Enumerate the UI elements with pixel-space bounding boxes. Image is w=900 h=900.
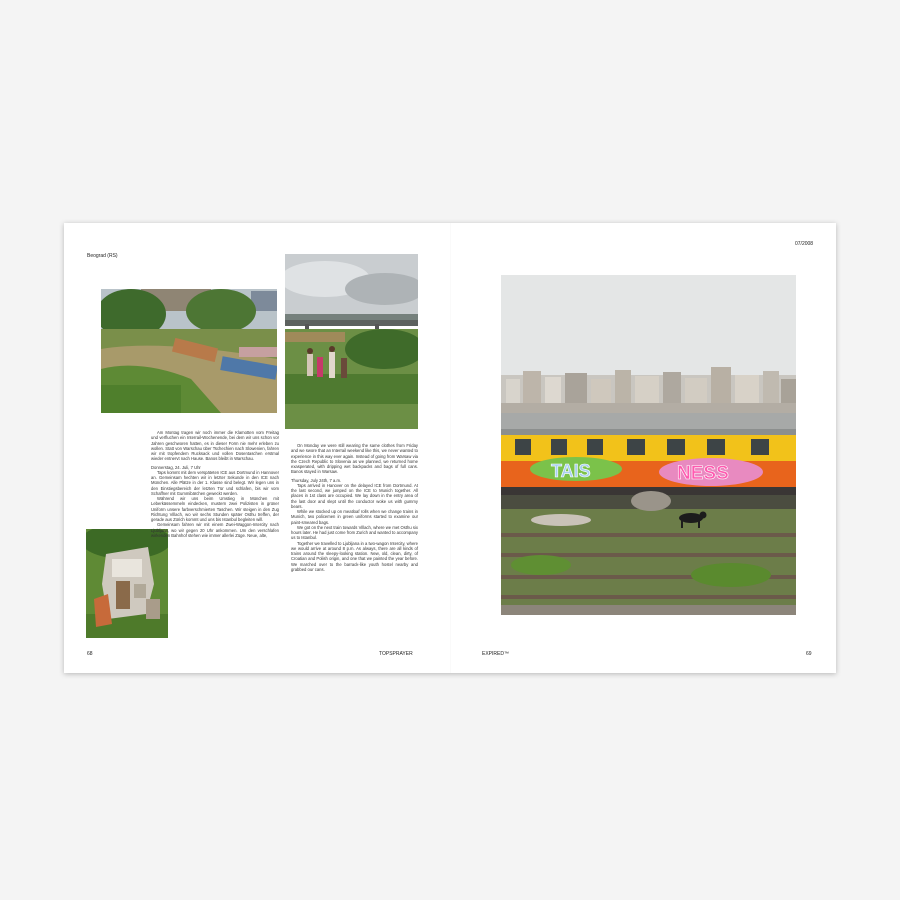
german-paragraph: Taps kommt mit dem verspäteten ICE aus Dortmund in Hannover an. Gemeinsam hechten wir in letzter Sekunde in den ICE nach München. Alle Plätze in der 1. Klasse sind belegt. Wir legen uns in den Einstiegsbereich der letzten Tür und schlafen, bis wir vom Schaffner mit Gummibärchen geweckt werden. [151, 469, 279, 496]
german-paragraph: Während wir uns beim Umstieg in München mit Leberkässemmeln eindecken, mustern zwei Polizisten in grüner Uniform unsere farbverschmierten Taschen. Wir steigen in den Zug Richtung Villach, wo wir sechs Stunden später Osthu treffen, der gerade aus Zürich kommt und uns bis Istanbul begleiten will. [151, 496, 279, 522]
center-gutter [450, 223, 451, 673]
magazine-spread [64, 223, 836, 673]
german-date-heading: Donnerstag, 24. Juli, 7 Uhr [151, 464, 201, 470]
graffiti-piece-left: TAIS [551, 461, 591, 481]
german-paragraph: Am Montag tragen wir noch immer die Klamotten vom Freitag und verfluchen ein Interrail-Wochenende, bei dem wir uns schon vor Jahren geschworen hatten, es in dieser Form nie mehr erleben zu wollen. Statt von Warschau über Tschechien nach Slowenien, fahren wir mit tropfendem Rucksack und vollen Dosentaschen erstmal wieder entnervt nach Hause. Banos bleibt in Warschau. [151, 430, 279, 462]
photo-overpass-people [285, 254, 418, 429]
location-label: Beograd (RS) [87, 253, 118, 259]
right-footer-title: EXPIRED™ [482, 651, 509, 657]
right-page-number: 69 [806, 651, 812, 657]
german-text-column [151, 430, 279, 538]
photo-shack [86, 529, 168, 638]
issue-date: 07/2008 [795, 241, 814, 247]
left-footer-title: TOPSPRAYER [379, 651, 413, 657]
english-paragraph: Together we travelled to Ljubljana in a two-wagon Intercity, where we would arrive at around 8 p.m. As always, there are all kinds of trains around the sleepy-looking station. New, old, clean, dirty, of Croatian and Polish origin, and one that we painted the year before. We marched over to the barrack-like youth hostel nearby and grabbed our cans. [291, 540, 418, 572]
english-paragraph: On Monday we were still wearing the same clothes from Friday and we swore that an Interrail weekend like this, we never wanted to experience in this way ever again. Instead of going from Warsaw via the Czech Republic to Slovenia as we planned, we returned home exasperated, with dripping wet backpacks and bags of full cans. Banos stayed in Warsaw. [291, 443, 418, 475]
english-text-column [291, 443, 418, 572]
left-page-number: 68 [87, 651, 93, 657]
english-date-heading: Thursday, July 24th, 7 a.m. [291, 477, 342, 483]
graffiti-piece-right: NESS [677, 463, 729, 484]
english-paragraph: While we stocked up on meatloaf rolls when we change trains in Munich, two policemen in green uniforms started to examine our paint-smeared bags. [291, 509, 418, 525]
english-paragraph: Taps arrived in Hanover on the delayed ICE from Dortmund. At the last second, we jumped on the ICE to Munich together. All places in 1st class are occupied. We lay down in the entry area of the last door and slept until the conductor woke us with gummy bears. [291, 482, 418, 509]
german-paragraph: Gemeinsam fahren wir mit einem Zwei-Waggon-Intercity nach Ljubljana, wo wir gegen 20 Uhr ankommen. Um den verschlafen wirkenden Bahnhof stehen wie immer allerlei Züge. Neue, alte, [151, 522, 279, 538]
english-paragraph: We got on the next train towards Villach, where we met Osthu six hours later. He had just come from Zurich and wanted to accompany us to Istanbul. [291, 524, 418, 541]
photo-train-yard [101, 289, 277, 413]
photo-graffiti-train [501, 275, 796, 615]
